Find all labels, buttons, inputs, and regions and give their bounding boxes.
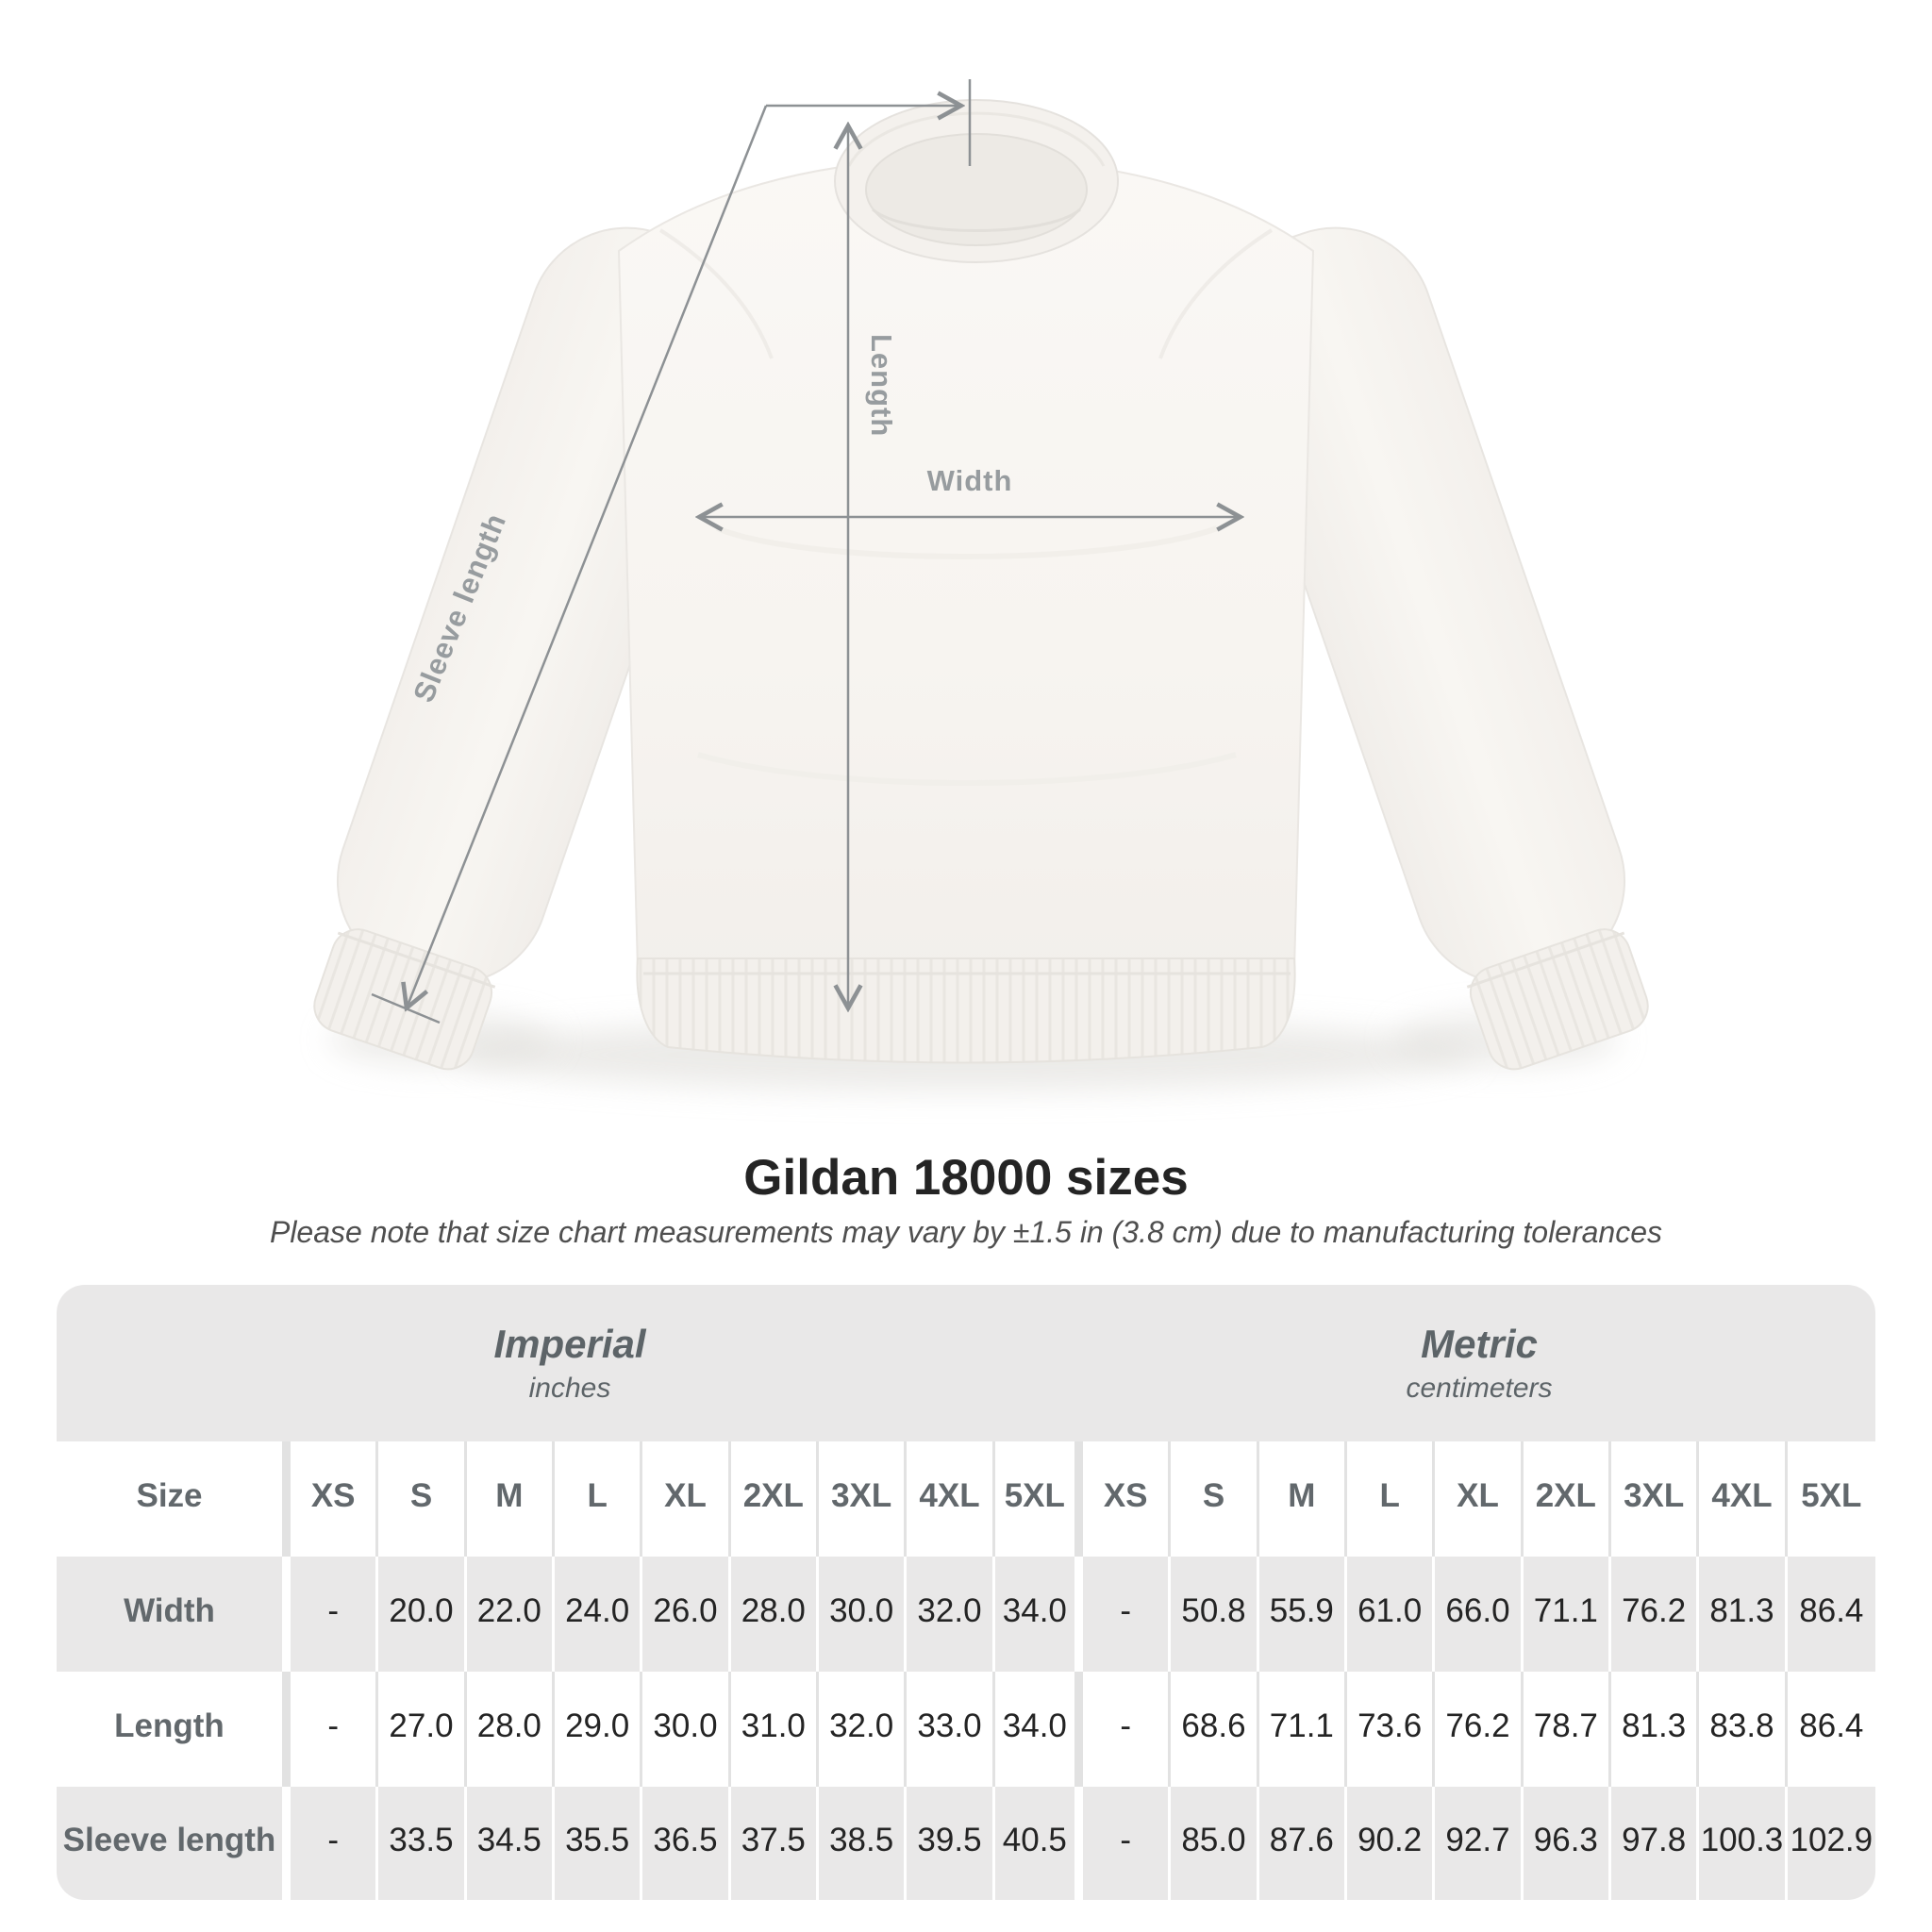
col-header-met-3xl: 3XL: [1611, 1441, 1699, 1557]
page-title: Gildan 18000 sizes: [743, 1150, 1189, 1206]
table-cell: 76.2: [1611, 1557, 1699, 1672]
table-cell: 30.0: [642, 1672, 730, 1787]
table-cell: 32.0: [819, 1672, 907, 1787]
imperial-title: Imperial: [493, 1322, 646, 1366]
table-cell: 31.0: [731, 1672, 819, 1787]
table-cell: 66.0: [1435, 1557, 1523, 1672]
table-cell: 86.4: [1799, 1592, 1864, 1629]
col-header-imp-xs: XS: [291, 1441, 378, 1557]
table-cell: 55.9: [1259, 1557, 1347, 1672]
col-header-met-4xl: 4XL: [1699, 1441, 1787, 1557]
col-header-met-xl: XL: [1435, 1441, 1523, 1557]
col-header-met-m: M: [1259, 1441, 1347, 1557]
table-cell: 73.6: [1347, 1672, 1435, 1787]
table-cell: -: [1083, 1557, 1171, 1672]
col-header-met-2xl: 2XL: [1524, 1441, 1611, 1557]
table-cell: -: [291, 1557, 378, 1672]
table-cell: 61.0: [1347, 1557, 1435, 1672]
sleeve-length-row: [57, 1787, 1875, 1900]
width-row: [57, 1557, 1875, 1672]
row-label-sleeve-length: Sleeve length: [57, 1787, 291, 1900]
table-cell: 33.5: [378, 1787, 466, 1900]
imperial-subtitle: inches: [528, 1373, 611, 1404]
table-cell: 92.7: [1435, 1787, 1523, 1900]
sleeve-measure-label: Sleeve length: [407, 508, 513, 708]
imperial-section-header: [57, 1285, 1083, 1441]
col-header-met-l: L: [1347, 1441, 1435, 1557]
col-header-imp-xl: XL: [642, 1441, 730, 1557]
table-cell: 32.0: [907, 1557, 994, 1672]
table-cell: 28.0: [467, 1672, 555, 1787]
table-cell: 22.0: [467, 1557, 555, 1672]
size-table: [57, 1285, 1875, 1900]
table-cell: 35.5: [555, 1787, 642, 1900]
row-label-length: Length: [57, 1672, 291, 1787]
table-cell: 20.0: [378, 1557, 466, 1672]
table-cell: 76.2: [1435, 1672, 1523, 1787]
table-cell: 96.3: [1524, 1787, 1611, 1900]
col-header-met-xs: XS: [1083, 1441, 1171, 1557]
table-cell: 81.3: [1699, 1557, 1787, 1672]
table-cell: 27.0: [378, 1672, 466, 1787]
table-cell: 33.0: [907, 1672, 994, 1787]
table-cell: 87.6: [1259, 1787, 1347, 1900]
col-header-met-5xl: 5XL: [1801, 1477, 1862, 1514]
size-column-header: Size: [57, 1441, 291, 1557]
col-header-imp-4xl: 4XL: [907, 1441, 994, 1557]
size-header-row: [57, 1441, 1875, 1557]
table-cell: 34.0: [995, 1672, 1083, 1787]
table-cell: 97.8: [1611, 1787, 1699, 1900]
table-cell: 37.5: [731, 1787, 819, 1900]
length-row: [57, 1672, 1875, 1787]
table-cell: -: [291, 1787, 378, 1900]
row-label-width: Width: [57, 1557, 291, 1672]
table-cell: 68.6: [1171, 1672, 1258, 1787]
table-cell: 85.0: [1171, 1787, 1258, 1900]
table-cell: 71.1: [1524, 1557, 1611, 1672]
length-measure-label: Length: [865, 334, 898, 438]
table-cell: 71.1: [1259, 1672, 1347, 1787]
table-cell: 36.5: [642, 1787, 730, 1900]
width-measure-label: Width: [926, 464, 1013, 497]
col-header-met-s: S: [1171, 1441, 1258, 1557]
col-header-imp-2xl: 2XL: [731, 1441, 819, 1557]
table-cell: 28.0: [731, 1557, 819, 1672]
sweatshirt-body: [619, 157, 1313, 1063]
table-cell: 30.0: [819, 1557, 907, 1672]
table-cell: -: [1083, 1787, 1171, 1900]
metric-section-header: [1083, 1285, 1875, 1441]
table-cell: 34.0: [995, 1557, 1083, 1672]
col-header-imp-l: L: [555, 1441, 642, 1557]
table-cell: 100.3: [1699, 1787, 1787, 1900]
table-cell: 26.0: [642, 1557, 730, 1672]
table-cell: -: [1083, 1672, 1171, 1787]
table-cell: 24.0: [555, 1557, 642, 1672]
table-cell: 50.8: [1171, 1557, 1258, 1672]
table-cell: 39.5: [907, 1787, 994, 1900]
table-cell: 78.7: [1524, 1672, 1611, 1787]
col-header-imp-s: S: [378, 1441, 466, 1557]
table-cell: -: [291, 1672, 378, 1787]
table-cell: 102.9: [1790, 1822, 1874, 1858]
col-header-imp-5xl: 5XL: [995, 1441, 1083, 1557]
table-cell: 81.3: [1611, 1672, 1699, 1787]
metric-title: Metric: [1421, 1322, 1538, 1366]
unit-band: [57, 1285, 1875, 1441]
collar: [835, 100, 1118, 262]
table-cell: 90.2: [1347, 1787, 1435, 1900]
metric-subtitle: centimeters: [1406, 1373, 1553, 1404]
table-cell: 34.5: [467, 1787, 555, 1900]
table-cell: 86.4: [1799, 1707, 1864, 1744]
col-header-imp-3xl: 3XL: [819, 1441, 907, 1557]
col-header-imp-m: M: [467, 1441, 555, 1557]
table-cell: 83.8: [1699, 1672, 1787, 1787]
table-cell: 29.0: [555, 1672, 642, 1787]
table-cell: 40.5: [995, 1787, 1083, 1900]
table-cell: 38.5: [819, 1787, 907, 1900]
tolerance-note: Please note that size chart measurements may vary by ±1.5 in (3.8 cm) due to manufacturing tolerances: [269, 1215, 1663, 1249]
